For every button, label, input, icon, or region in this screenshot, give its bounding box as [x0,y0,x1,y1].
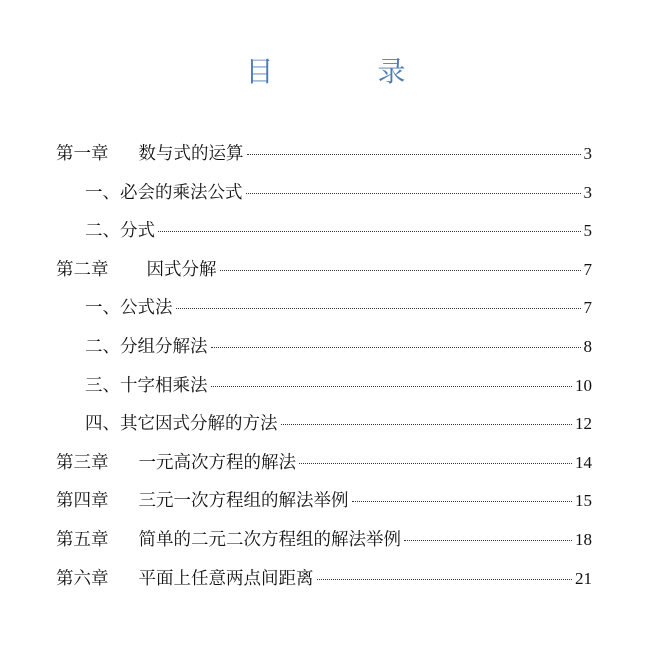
toc-list [56,140,592,603]
dot-leader [317,579,573,580]
dot-leader [281,424,573,425]
chapter-number: 第四章 [56,491,109,512]
section-title: 三、十字相乘法 [85,375,208,396]
page-number: 18 [575,529,592,549]
page-number: 12 [575,414,592,434]
toc-entry[interactable] [56,449,592,488]
page-number: 7 [583,298,592,318]
page-number: 5 [583,221,592,241]
chapter-title: 一元高次方程的解法 [138,452,296,473]
dot-leader [299,463,572,464]
chapter-title: 简单的二元二次方程组的解法举例 [138,529,401,550]
toc-entry[interactable] [56,179,592,218]
chapter-number: 第五章 [56,529,109,550]
page-number: 15 [575,491,592,511]
toc-entry[interactable] [56,410,592,449]
chapter-title: 三元一次方程组的解法举例 [138,491,349,512]
toc-entry[interactable] [56,372,592,411]
section-title: 四、其它因式分解的方法 [85,414,278,435]
page-number: 8 [583,336,592,356]
dot-leader [352,501,573,502]
chapter-number: 第六章 [56,568,109,589]
toc-heading: 目 录 [245,55,444,88]
dot-leader [176,308,581,309]
page-number: 7 [583,259,592,279]
dot-leader [211,347,581,348]
page-number: 21 [575,568,592,588]
page-number: 3 [583,182,592,202]
toc-entry[interactable] [56,294,592,333]
dot-leader [246,193,581,194]
section-title: 二、分式 [85,221,155,242]
section-title: 一、公式法 [85,298,173,319]
dot-leader [247,154,581,155]
dot-leader [220,270,581,271]
chapter-number: 第三章 [56,452,109,473]
toc-entry[interactable] [56,333,592,372]
toc-entry[interactable] [56,217,592,256]
toc-entry[interactable] [56,565,592,604]
toc-entry[interactable] [56,256,592,295]
toc-entry[interactable] [56,526,592,565]
page-number: 3 [583,144,592,163]
page-number: 14 [575,452,592,472]
chapter-number: 第二章 [56,259,109,280]
page-number: 10 [575,375,592,395]
chapter-title: 平面上任意两点间距离 [138,568,314,589]
chapter-number: 第一章 [56,144,109,164]
dot-leader [211,386,573,387]
section-title: 一、必会的乘法公式 [85,182,243,203]
dot-leader [404,540,572,541]
chapter-title: 因式分解 [146,259,217,280]
toc-entry[interactable] [56,140,592,179]
dot-leader [158,231,581,232]
chapter-title: 数与式的运算 [138,144,244,164]
section-title: 二、分组分解法 [85,336,208,357]
toc-entry[interactable] [56,487,592,526]
